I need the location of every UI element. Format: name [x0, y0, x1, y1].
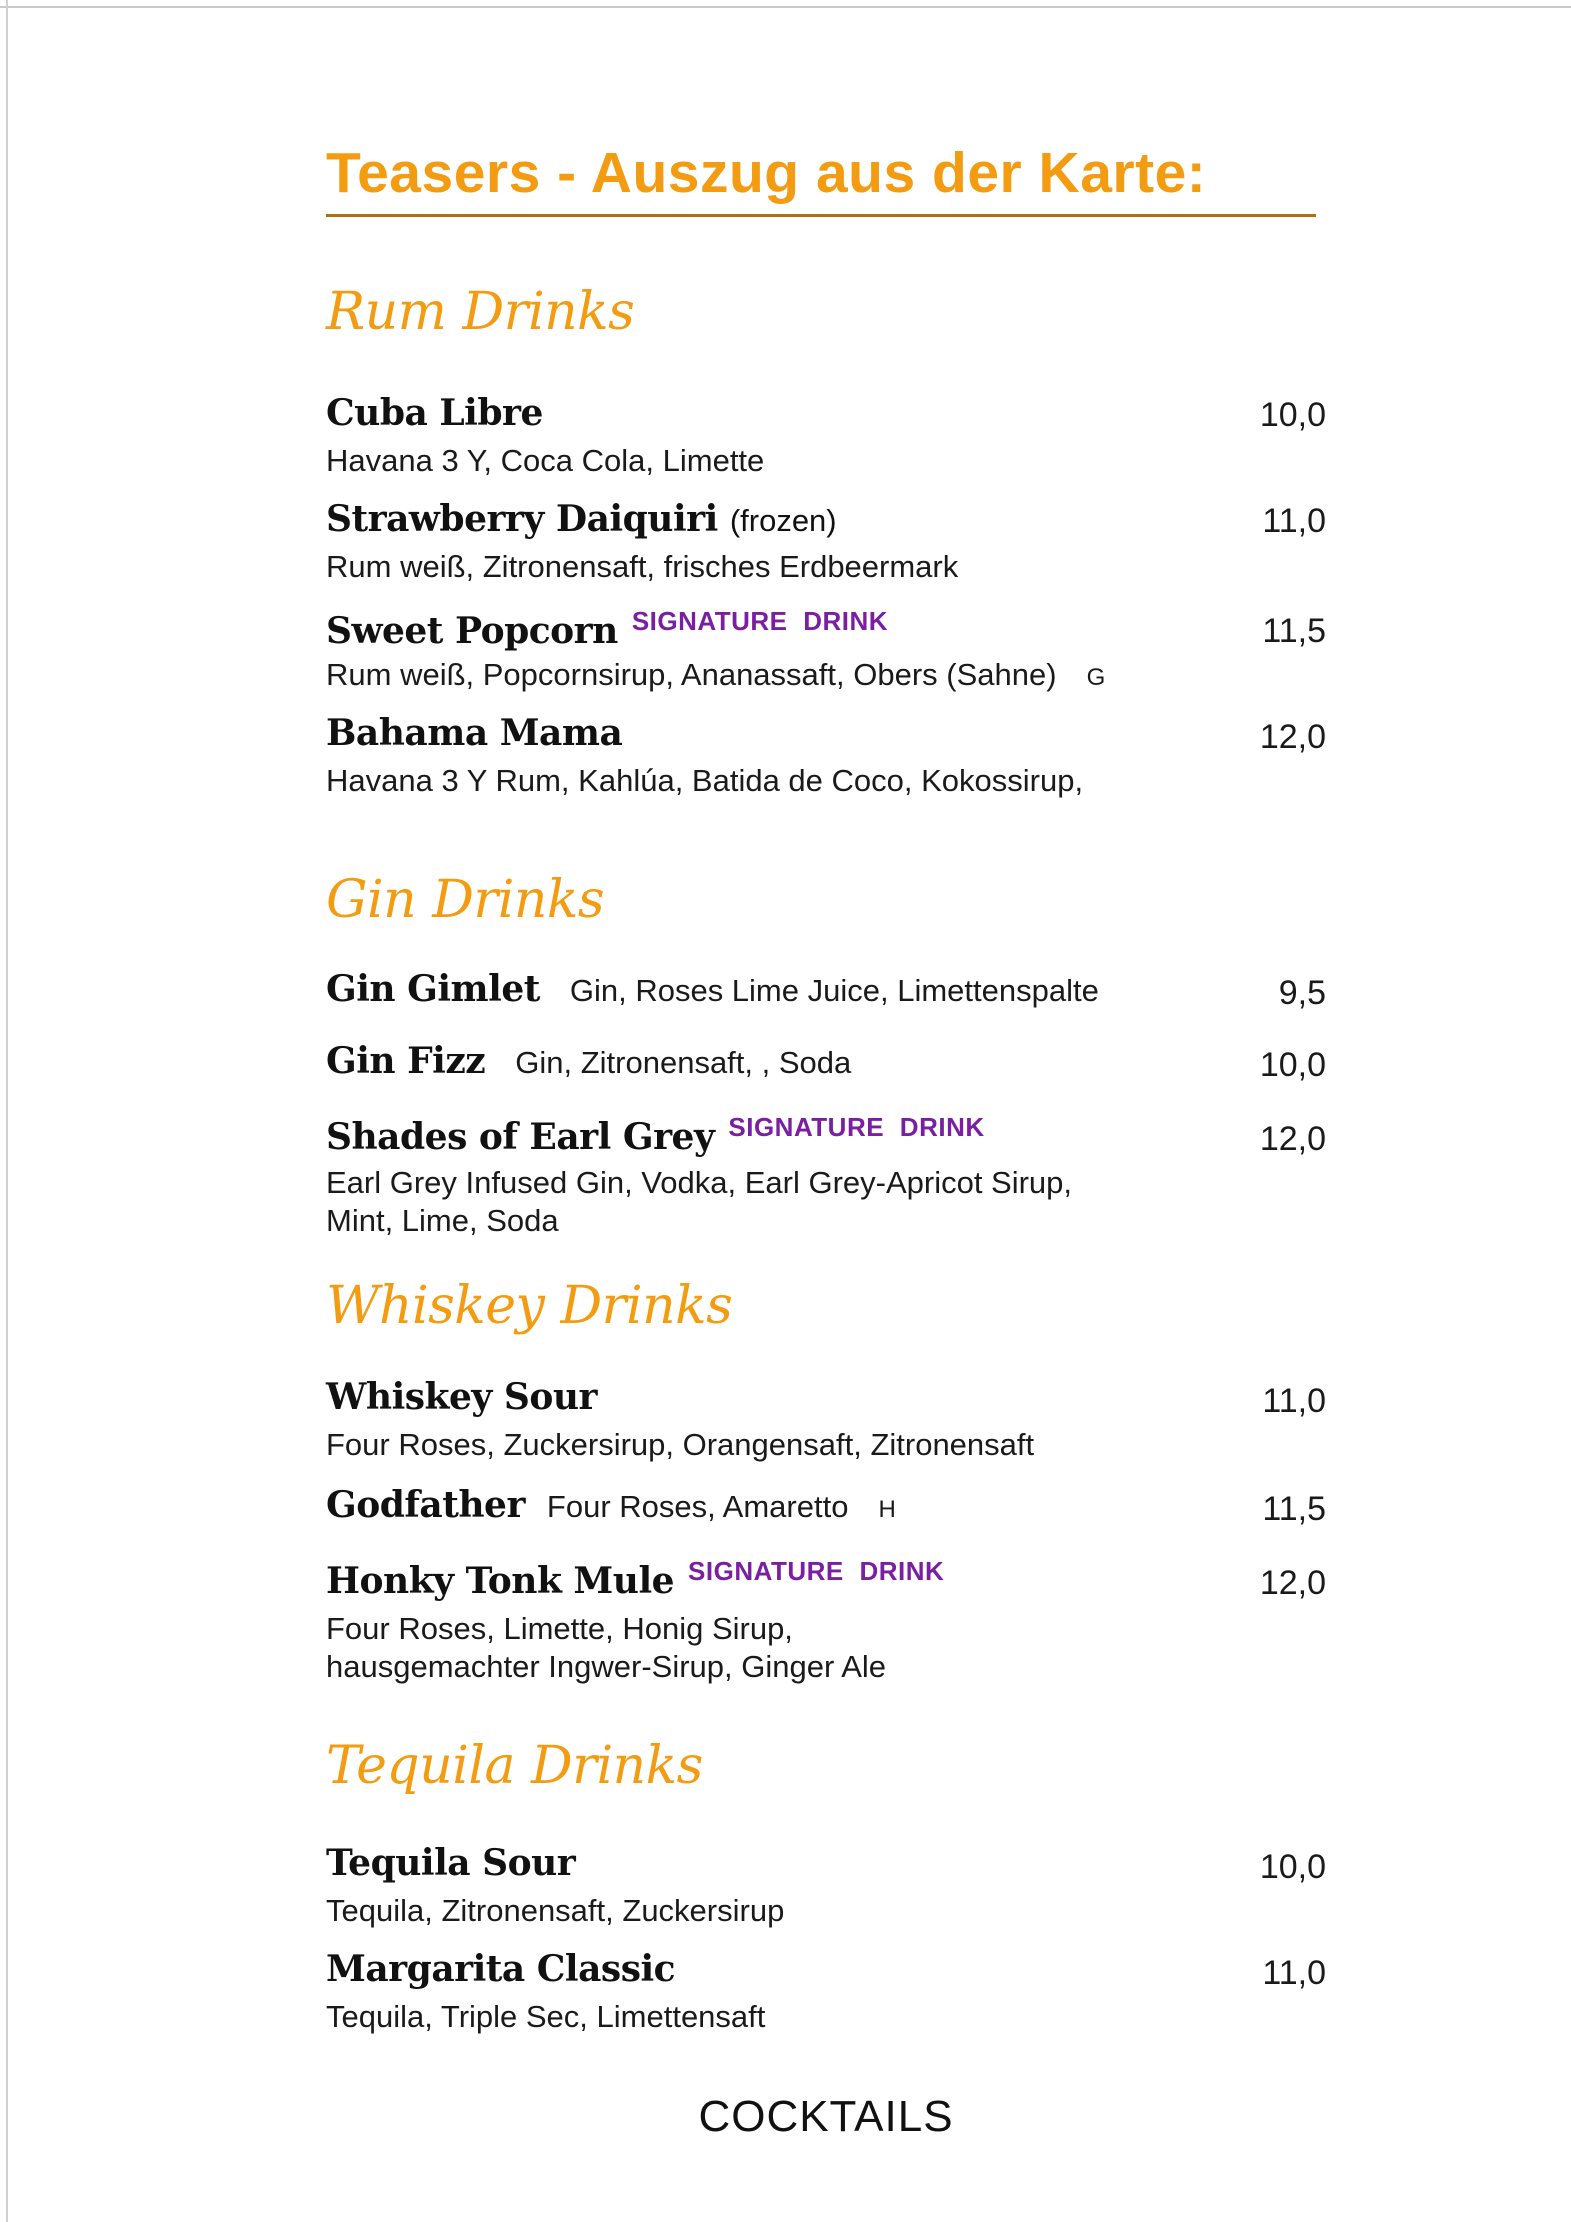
drink-name-text: Godfather: [326, 1484, 525, 1526]
allergen-marker: G: [1086, 664, 1106, 691]
signature-drink-badge: SIGNATURE DRINK: [631, 606, 889, 636]
signature-drink-badge: SIGNATURE DRINK: [728, 1112, 985, 1142]
drink-desc-shades-of-earl-grey: Earl Grey Infused Gin, Vodka, Earl Grey-Apricot Sirup,: [326, 1165, 1073, 1200]
drink-desc-honky-tonk-mule: Four Roses, Limette, Honig Sirup,: [326, 1611, 793, 1646]
drink-name-gin-fizz: [326, 1040, 851, 1082]
drink-name-text: Strawberry Daiquiri: [326, 498, 718, 540]
drink-price-shades-of-earl-grey: 12,0: [1259, 1120, 1326, 1158]
drink-desc-gin-gimlet: Gin, Roses Lime Juice, Limettenspalte: [569, 973, 1099, 1008]
drink-price-whiskey-sour: 11,0: [1262, 1382, 1326, 1420]
drink-name-strawberry-daiquiri: [326, 498, 837, 540]
drink-desc-sweet-popcorn: [326, 656, 1105, 697]
drink-name-text: Shades of Earl Grey: [326, 1116, 715, 1158]
drink-price-gin-fizz: 10,0: [1259, 1046, 1326, 1084]
drink-name-tequila-sour: Tequila Sour: [326, 1842, 576, 1884]
drink-price-margarita-classic: 11,0: [1262, 1954, 1326, 1992]
page-title: Teasers - Auszug aus der Karte:: [326, 138, 1316, 217]
page-footer: COCKTAILS: [698, 2092, 954, 2141]
drink-price-tequila-sour: 10,0: [1259, 1848, 1326, 1886]
drink-desc-gin-fizz: Gin, Zitronensaft, , Soda: [515, 1045, 852, 1080]
drink-name-text: Sweet Popcorn: [326, 610, 618, 652]
drink-desc-text: Rum weiß, Popcornsirup, Ananassaft, Obers (Sahne): [326, 657, 1057, 692]
drink-name-gin-gimlet: [326, 968, 1099, 1010]
drink-name-text: Honky Tonk Mule: [326, 1560, 675, 1602]
drink-desc-bahama-mama: Havana 3 Y Rum, Kahlúa, Batida de Coco, Kokossirup,: [326, 763, 1084, 798]
drink-name-cuba-libre: Cuba Libre: [326, 392, 543, 434]
drink-desc-whiskey-sour: Four Roses, Zuckersirup, Orangensaft, Zitronensaft: [326, 1427, 1035, 1462]
drink-desc-shades-of-earl-grey-line2: Mint, Lime, Soda: [326, 1203, 559, 1238]
drink-name-suffix: (frozen): [729, 503, 837, 538]
drink-name-honky-tonk-mule: [326, 1556, 944, 1602]
drink-desc-tequila-sour: Tequila, Zitronensaft, Zuckersirup: [326, 1893, 785, 1928]
drink-price-godfather: 11,5: [1262, 1490, 1326, 1528]
drink-price-bahama-mama: 12,0: [1259, 718, 1326, 756]
drink-desc-strawberry-daiquiri: Rum weiß, Zitronensaft, frisches Erdbeermark: [326, 549, 959, 584]
signature-drink-badge: SIGNATURE DRINK: [688, 1556, 945, 1586]
drink-price-sweet-popcorn: 11,5: [1262, 612, 1326, 650]
allergen-marker: H: [878, 1496, 896, 1523]
drink-desc-honky-tonk-mule-line2: hausgemachter Ingwer-Sirup, Ginger Ale: [326, 1649, 887, 1684]
drink-name-margarita-classic: Margarita Classic: [326, 1948, 676, 1990]
page-border-left: [0, 0, 8, 2222]
drink-name-text: Gin Fizz: [326, 1040, 486, 1082]
drink-price-cuba-libre: 10,0: [1259, 396, 1326, 434]
drink-name-shades-of-earl-grey: [326, 1112, 985, 1158]
drink-name-whiskey-sour: Whiskey Sour: [326, 1376, 597, 1418]
drink-desc-cuba-libre: Havana 3 Y, Coca Cola, Limette: [326, 443, 765, 478]
menu-page: [326, 0, 1326, 2222]
section-heading-rum: Rum Drinks: [326, 282, 635, 342]
drink-desc-margarita-classic: Tequila, Triple Sec, Limettensaft: [326, 1999, 766, 2034]
drink-desc-godfather: Four Roses, Amaretto: [546, 1489, 849, 1524]
section-heading-gin: Gin Drinks: [326, 870, 605, 930]
drink-name-text: Gin Gimlet: [326, 968, 540, 1010]
drink-price-gin-gimlet: 9,5: [1278, 974, 1326, 1012]
drink-name-bahama-mama: Bahama Mama: [326, 712, 623, 754]
section-heading-tequila: Tequila Drinks: [326, 1736, 703, 1796]
drink-name-godfather: [326, 1484, 896, 1526]
drink-price-honky-tonk-mule: 12,0: [1259, 1564, 1326, 1602]
section-heading-whiskey: Whiskey Drinks: [326, 1276, 733, 1336]
drink-name-sweet-popcorn: [326, 606, 888, 652]
drink-price-strawberry-daiquiri: 11,0: [1262, 502, 1326, 540]
